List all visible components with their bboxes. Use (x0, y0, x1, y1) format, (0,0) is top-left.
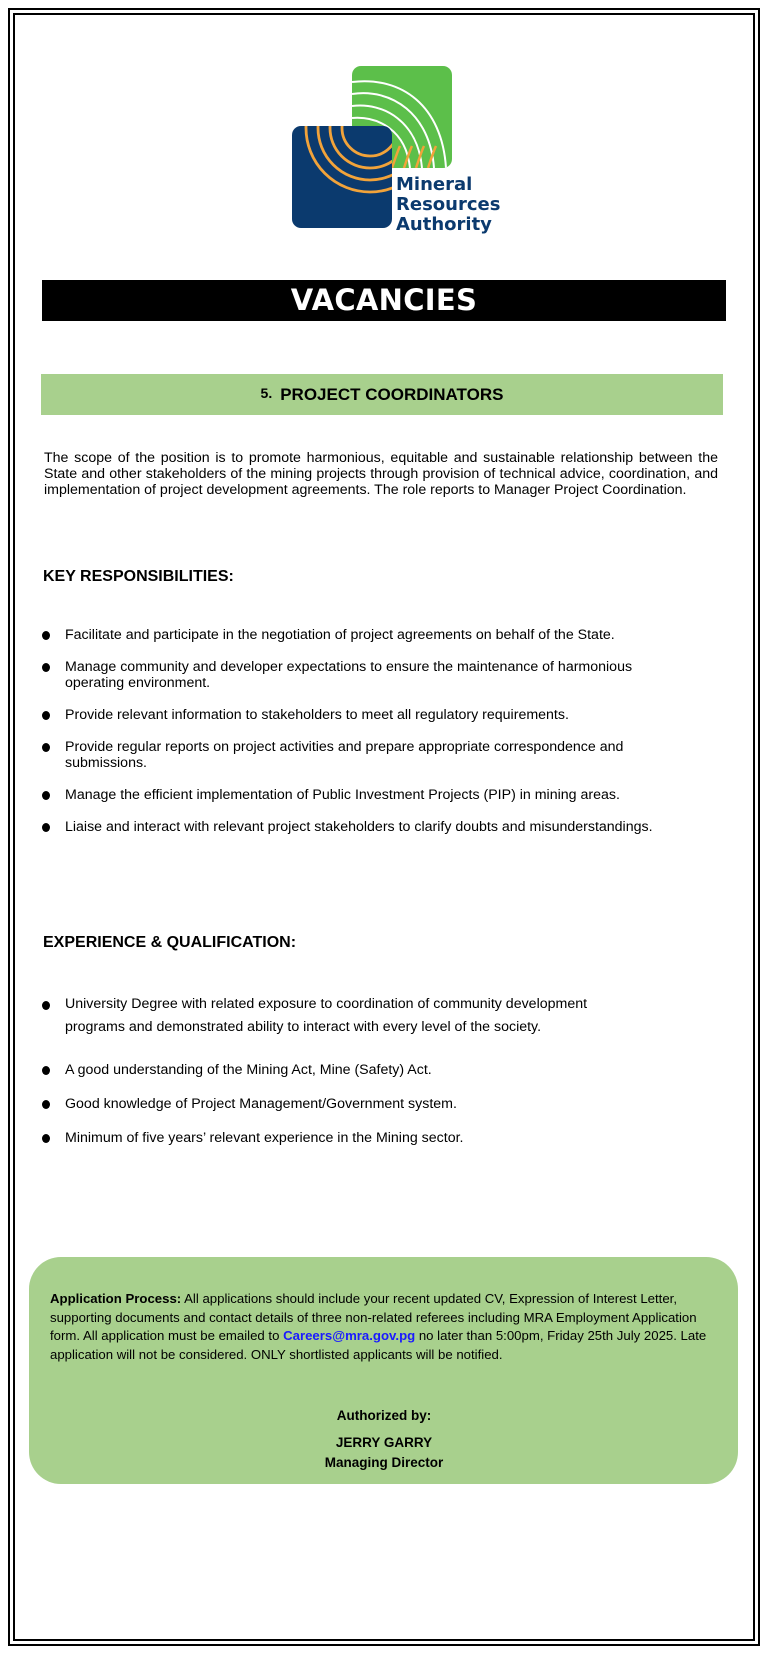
qualifications-list-cont (40, 1096, 720, 1112)
application-process-text: Application Process: All applications should include your recent updated CV, Expression of Interest Letter, supporting documents and contact details of three non-related referees including MRA Employment Application form. All application must be emailed to Careers@mra.gov.pg no later than 5:00pm, Friday 25th July 2025. Late application will not be considered. ONLY shortlisted applicants will be notified. (50, 1291, 707, 1362)
responsibilities-list-cont (40, 819, 720, 835)
vacancies-banner: VACANCIES (42, 280, 726, 321)
bullet-icon (42, 631, 50, 640)
list-item: Manage the efficient implementation of Public Investment Projects (PIP) in mining areas. (40, 787, 720, 803)
application-process-label: Application Process: (50, 1291, 182, 1306)
authorizer-role: Managing Director (324, 1455, 444, 1470)
careers-email-link[interactable]: Careers@mra.gov.pg (283, 1328, 416, 1344)
responsibilities-list-cont (40, 659, 720, 691)
list-item: Provide relevant information to stakeholders to meet all regulatory requirements. (40, 707, 720, 723)
svg-text:Mineral: Mineral (396, 174, 473, 195)
bullet-icon (42, 791, 50, 800)
responsibilities-list-cont (40, 787, 720, 803)
svg-text:Resources: Resources (396, 194, 501, 215)
list-item: University Degree with related exposure to coordination of community development programs and demonstrated ability to interact with every level of the society. (40, 993, 720, 1039)
qualifications-list (40, 997, 720, 1039)
qualifications-list-cont (40, 1130, 720, 1146)
mra-logo (292, 66, 508, 236)
bullet-icon (42, 743, 50, 752)
position-title: PROJECT COORDINATORS (280, 384, 504, 404)
bullet-icon (42, 663, 50, 672)
position-scope: The scope of the position is to promote harmonious, equitable and sustainable relationship between the State and other stakeholders of the mining projects through provision of technical advice, coordination, and implementation of project development agreements. The role reports to Manager Project Coordination. (44, 450, 718, 499)
list-item: A good understanding of the Mining Act, Mine (Safety) Act. (40, 1062, 720, 1078)
list-item: Liaise and interact with relevant project stakeholders to clarify doubts and misunderstandings. (40, 819, 720, 835)
svg-text:Authority: Authority (396, 214, 492, 235)
bullet-icon (42, 1100, 50, 1109)
responsibilities-heading: KEY RESPONSIBILITIES: (43, 568, 234, 585)
bullet-icon (42, 1001, 50, 1010)
authorized-by-label: Authorized by: (336, 1408, 432, 1423)
list-item: Facilitate and participate in the negotiation of project agreements on behalf of the State. (40, 627, 720, 643)
authorizer-name: JERRY GARRY (335, 1435, 433, 1450)
bullet-icon (42, 823, 50, 832)
qualifications-heading: EXPERIENCE & QUALIFICATION: (43, 934, 297, 951)
responsibilities-list-cont (40, 739, 720, 771)
position-header (41, 374, 723, 415)
list-item: Manage community and developer expectations to ensure the maintenance of harmonious operating environment. (40, 659, 720, 691)
responsibilities-list-cont (40, 707, 720, 723)
list-item: Good knowledge of Project Management/Government system. (40, 1096, 720, 1112)
qualifications-list-cont (40, 1062, 720, 1078)
mra-logo-icon (292, 66, 508, 236)
bullet-icon (42, 1066, 50, 1075)
bullet-icon (42, 1134, 50, 1143)
list-item: Minimum of five years’ relevant experience in the Mining sector. (40, 1130, 720, 1146)
position-number: 5. (260, 384, 273, 401)
list-item: Provide regular reports on project activities and prepare appropriate correspondence and submissions. (40, 739, 720, 771)
bullet-icon (42, 711, 50, 720)
